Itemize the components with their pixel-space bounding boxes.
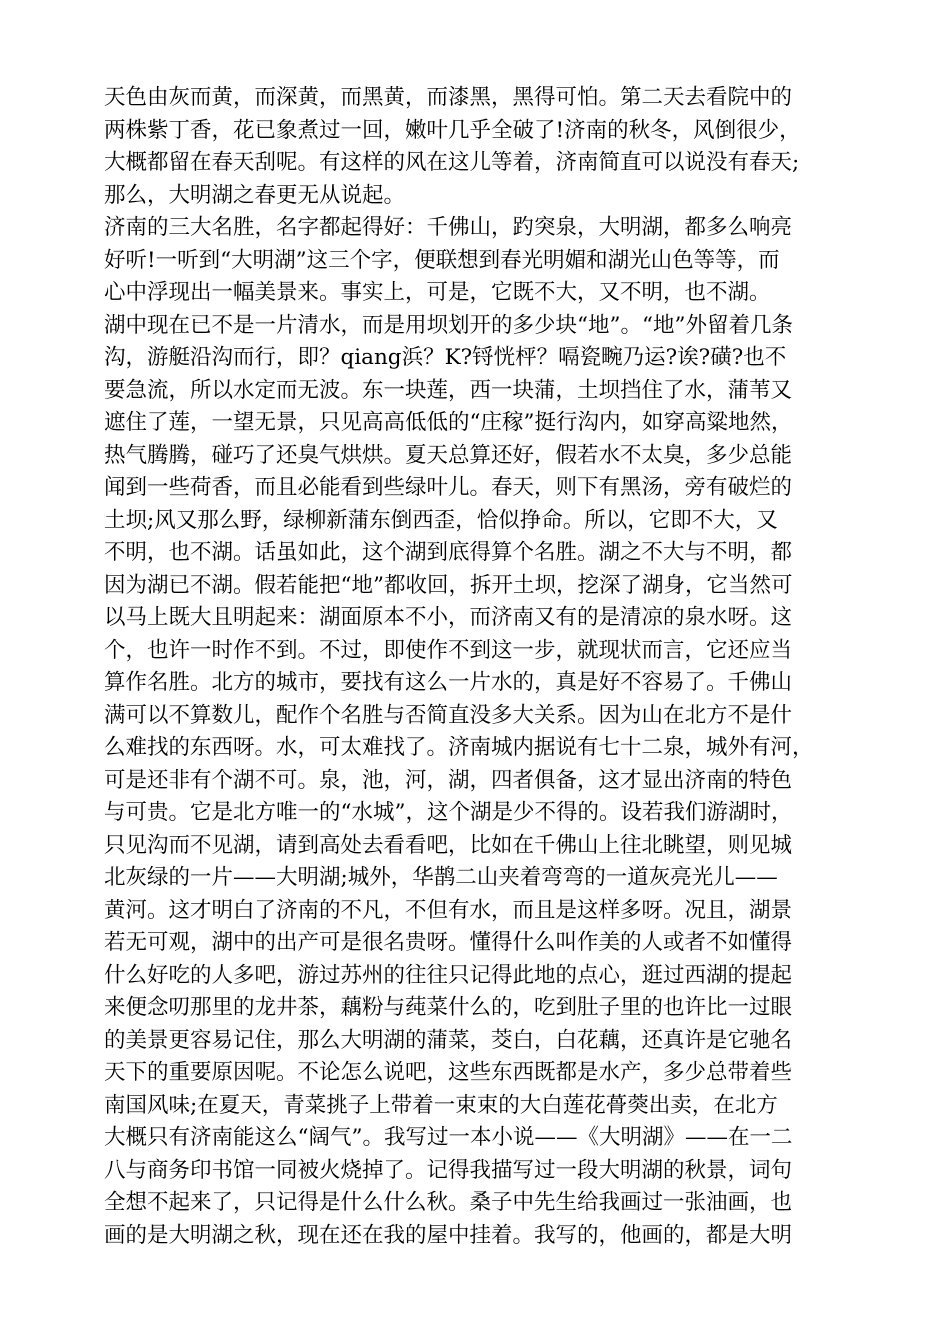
text-line: 不明，也不湖。话虽如此，这个湖到底得算个名胜。湖之不大与不明，都: [104, 540, 793, 565]
text-line: 来便念叨那里的龙井茶，藕粉与莼菜什么的，吃到肚子里的也许比一过眼: [104, 995, 793, 1020]
text-line: 闻到一些荷香，而且必能看到些绿叶儿。春天，则下有黑汤，旁有破烂的: [104, 475, 793, 500]
text-line: 土坝;风又那么野，绿柳新蒲东倒西歪，恰似挣命。所以，它即不大，又: [104, 507, 778, 533]
text-line: 黄河。这才明白了济南的不凡，不但有水，而且是这样多呀。况且，湖景: [104, 897, 793, 923]
text-line: 济南的三大名胜，名字都起得好：千佛山，趵突泉，大明湖，都多么响亮: [104, 215, 793, 240]
text-line: 画的是大明湖之秋，现在还在我的屋中挂着。我写的，他画的，都是大明: [104, 1222, 793, 1248]
text-line: 天下的重要原因呢。不论怎么说吧，这些东西既都是水产，多少总带着些: [104, 1060, 793, 1085]
text-line: 的美景更容易记住，那么大明湖的蒲菜，茭白，白花藕，还真许是它驰名: [104, 1027, 793, 1053]
text-line: 天色由灰而黄，而深黄，而黑黄，而漆黑，黑得可怕。第二天去看院中的: [104, 85, 793, 110]
text-line: 大概只有济南能这么“阔气”。我写过一本小说——《大明湖》——在一二: [104, 1125, 793, 1150]
text-line: 要急流，所以水定而无波。东一块莲，西一块蒲，土坝挡住了水，蒲苇又: [104, 377, 793, 403]
text-line: 大概都留在春天刮呢。有这样的风在这儿等着，济南简直可以说没有春天;: [104, 150, 800, 175]
text-line: 算作名胜。北方的城市，要找有这么一片水的，真是好不容易了。千佛山: [104, 670, 793, 695]
text-line: 心中浮现出一幅美景来。事实上，可是，它既不大，又不明，也不湖。: [104, 280, 771, 305]
text-line: 八与商务印书馆一同被火烧掉了。记得我描写过一段大明湖的秋景，词句: [104, 1157, 793, 1183]
text-line: 个，也许一时作不到。不过，即使作不到这一步，就现状而言，它还应当: [104, 637, 793, 663]
text-line: 沟，游艇沿沟而行，即？qiang浜？K?锊恍枰？嗝瓷畹乃运?诶?磺?也不: [104, 345, 787, 370]
text-line: 满可以不算数儿，配作个名胜与否简直没多大关系。因为山在北方不是什: [104, 702, 793, 728]
text-line: 只见沟而不见湖，请到高处去看看吧，比如在千佛山上往北眺望，则见城: [104, 832, 793, 858]
text-line: 北灰绿的一片——大明湖;城外，华鹊二山夹着弯弯的一道灰亮光儿——: [104, 865, 778, 890]
text-line: 以马上既大且明起来：湖面原本不小，而济南又有的是清凉的泉水呀。这: [104, 605, 793, 630]
text-line: 与可贵。它是北方唯一的“水城”，这个湖是少不得的。设若我们游湖时，: [104, 800, 793, 825]
text-line: 什么好吃的人多吧，游过苏州的往往只记得此地的点心，逛过西湖的提起: [104, 962, 793, 988]
text-line: 那么，大明湖之春更无从说起。: [104, 182, 406, 208]
text-line: 可是还非有个湖不可。泉，池，河，湖，四者俱备，这才显出济南的特色: [104, 767, 793, 793]
text-line: 湖中现在已不是一片清水，而是用坝划开的多少块“地”。“地”外留着几条: [104, 312, 793, 338]
text-line: 遮住了莲，一望无景，只见高高低低的“庄稼”挺行沟内，如穿高粱地然，: [104, 410, 793, 435]
text-line: 因为湖已不湖。假若能把“地”都收回，拆开土坝，挖深了湖身，它当然可: [104, 572, 793, 598]
text-line: 南国风味;在夏天，青菜挑子上带着一束束的大白莲花蓇葖出卖，在北方: [104, 1092, 778, 1118]
document-body: [104, 82, 864, 1252]
text-line: 热气腾腾，碰巧了还臭气烘烘。夏天总算还好，假若水不太臭，多少总能: [104, 442, 793, 468]
text-line: 好听!一听到“大明湖”这三个字，便联想到春光明媚和湖光山色等等，而: [104, 247, 780, 273]
text-line: 么难找的东西呀。水，可太难找了。济南城内据说有七十二泉，城外有河，: [104, 735, 814, 760]
text-line: 若无可观，湖中的出产可是很名贵呀。懂得什么叫作美的人或者不如懂得: [104, 930, 793, 955]
text-line: 全想不起来了，只记得是什么什么秋。桑子中先生给我画过一张油画，也: [104, 1190, 793, 1215]
text-line: 两株紫丁香，花已象煮过一回，嫩叶几乎全破了!济南的秋冬，风倒很少，: [104, 117, 801, 143]
